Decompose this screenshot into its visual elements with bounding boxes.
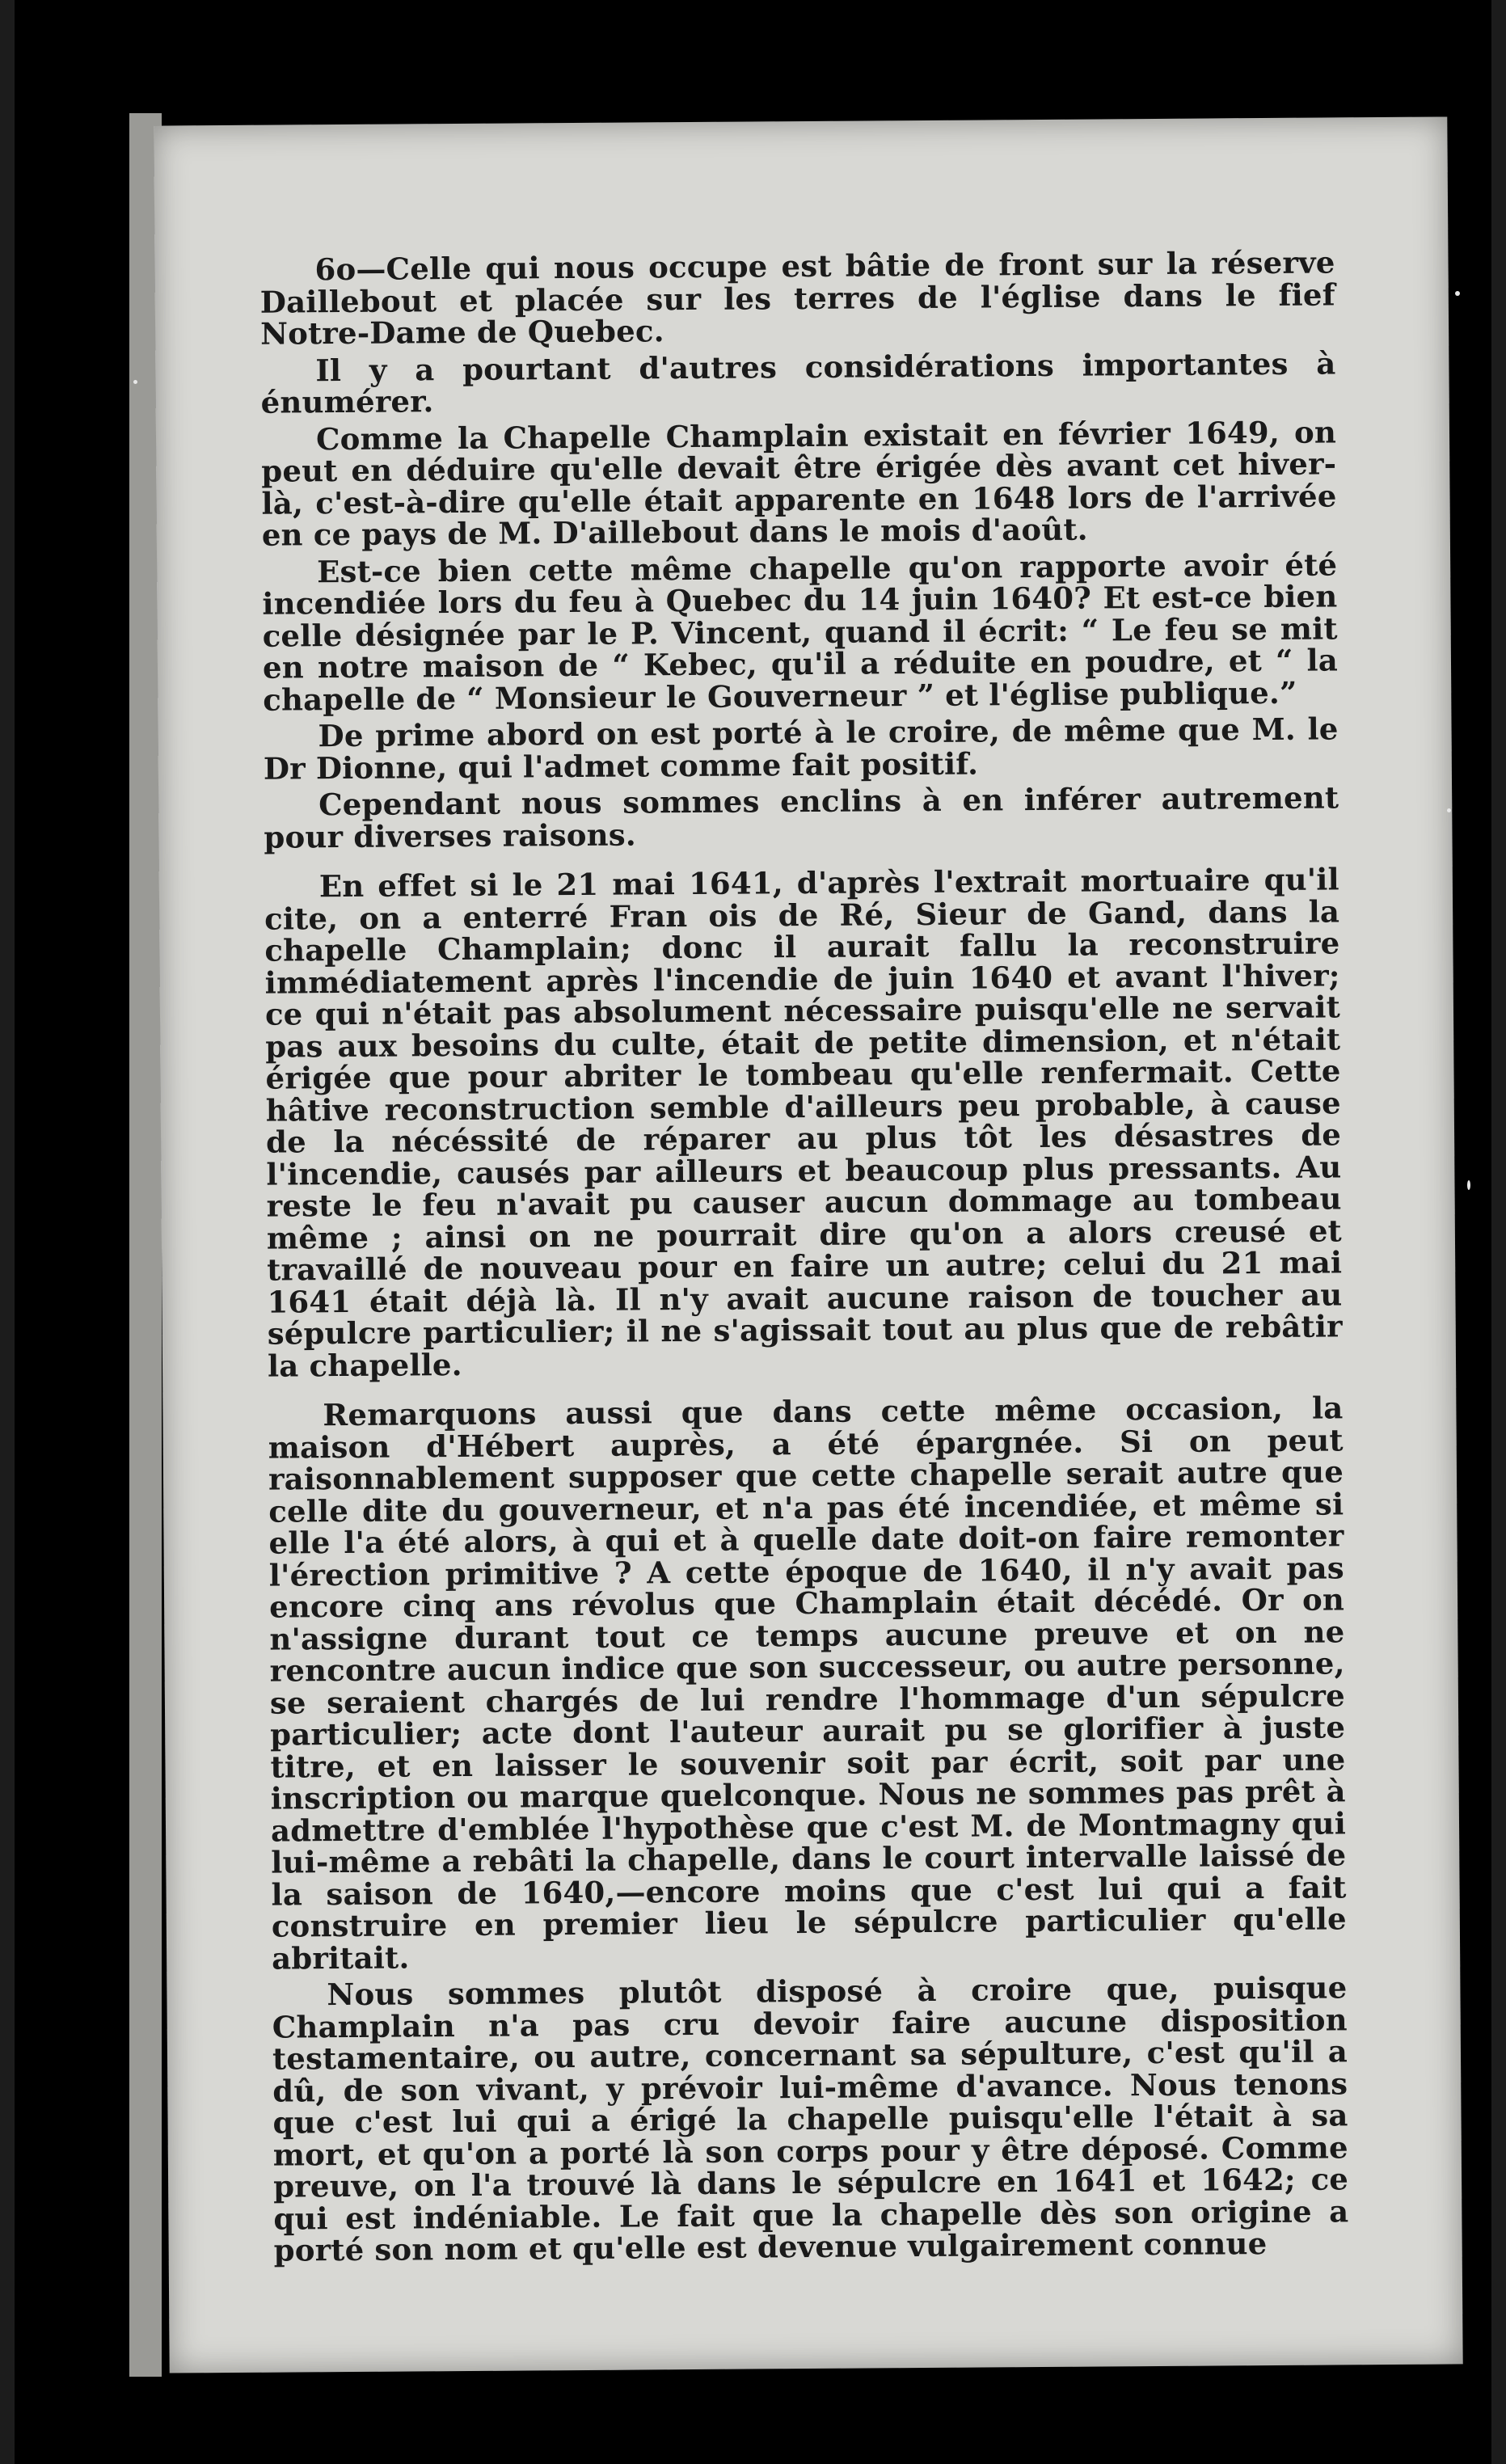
film-edge-left [0, 0, 15, 2464]
film-speck [133, 380, 137, 384]
film-speck [1455, 291, 1460, 296]
film-speck [1447, 808, 1451, 812]
paragraph-considerations: Il y a pourtant d'autres considérations importantes à énumérer. [260, 344, 1336, 420]
film-speck [1467, 1180, 1470, 1190]
paragraph-6o: 6o—Celle qui nous occupe est bâtie de front sur la réserve Daillebout et placée sur les terres de l'église dans le fief Notre-Dame de Quebec. [259, 244, 1335, 352]
text-column [259, 244, 1349, 2272]
paragraph-remarquons: Remarquons aussi que dans cette même occasion, la maison d'Hébert auprès, a été épargnée. Si on peut raisonnablement supposer que cette chapelle serait autre que celle dite du gouverneur, et n'a pas été incendiée, et même si elle l'a été alors, à qui et à quelle date doit-on faire remonter l'érection primitive ? A cette époque de 1640, il n'y avait pas encore cinq ans révolus que Champlain était décédé. Or on n'assigne durant tout ce temps aucune preuve et on ne rencontre aucun indice que son successeur, ou autre personne, se seraient chargés de lui rendre l'hommage d'un sépulcre particulier; acte dont l'auteur aurait pu se glorifier à juste titre, et en laisser le souvenir soit par écrit, soit par une inscription ou marque quelconque. Nous ne sommes pas prêt à admettre d'emblée l'hypothèse que c'est M. de Montmagny qui lui-même a rebâti la chapelle, dans le court intervalle laissé de la saison de 1640,—encore moins que c'est lui qui a fait construire en premier lieu le sépulcre particulier qu'elle abritait. [268, 1390, 1347, 1977]
paragraph-dionne: De prime abord on est porté à le croire, de même que M. le Dr Dionne, qui l'admet comme fait positif. [263, 711, 1339, 787]
paragraph-cependant: Cependant nous sommes enclins à en inférer autrement pour diverses raisons. [264, 779, 1339, 855]
document-page [154, 116, 1462, 2373]
paragraph-incendie-1640: Est-ce bien cette même chapelle qu'on rapporte avoir été incendiée lors du feu à Quebec du 14 juin 1640? Et est-ce bien celle désignée par le P. Vincent, quand il écrit: “ Le feu se mit en notre maison de “ Kebec, qu'il a réduite en poudre, et “ la chapelle de “ Monsieur le Gouverneur ” et l'église publique.” [262, 546, 1339, 718]
paragraph-nous-sommes: Nous sommes plutôt disposé à croire que, puisque Champlain n'a pas cru devoir faire aucune disposition testamentaire, ou autre, concernant sa sépulture, c'est qu'il a dû, de son vivant, y prévoir lui-même d'avance. Nous tenons que c'est lui qui a érigé la chapelle puisqu'elle l'était à sa mort, et qu'on a porté là son corps pour y être déposé. Comme preuve, on l'a trouvé là dans le sépulcre en 1641 et 1642; ce qui est indéniable. Le fait que la chapelle dès son origine a porté son nom et qu'elle est devenue vulgairement connue [272, 1969, 1349, 2268]
paragraph-en-effet: En effet si le 21 mai 1641, d'après l'extrait mortuaire qu'il cite, on a enterré Fran ois de Ré, Sieur de Gand, dans la chapelle Champlain; donc il aurait fallu la reconstruire immédiatement après l'incendie de juin 1640 et avant l'hiver; ce qui n'était pas absolument nécessaire puisqu'elle ne servait pas aux besoins du culte, était de petite dimension, et n'était érigée que pour abriter le tombeau qu'elle renfermait. Cette hâtive reconstruction semble d'ailleurs peu probable, à cause de la nécéssité de réparer au plus tôt les désastres de l'incendie, causés par ailleurs et beaucoup plus pressants. Au reste le feu n'avait pu causer aucun dommage au tombeau même ; ainsi on ne pourrait dire qu'on a alors creusé et travaillé de nouveau pour en faire un autre; celui du 21 mai 1641 était déjà là. Il n'y avait aucune raison de toucher au sépulcre particulier; il ne s'agissait tout au plus que de rebâtir la chapelle. [264, 861, 1343, 1384]
film-edge-right [1491, 0, 1506, 2464]
paragraph-chapelle-1649: Comme la Chapelle Champlain existait en février 1649, on peut en déduire qu'elle devait être érigée dès avant cet hiver-là, c'est-à-dire qu'elle était apparente en 1648 lors de l'arrivée en ce pays de M. D'aillebout dans le mois d'août. [261, 413, 1337, 553]
